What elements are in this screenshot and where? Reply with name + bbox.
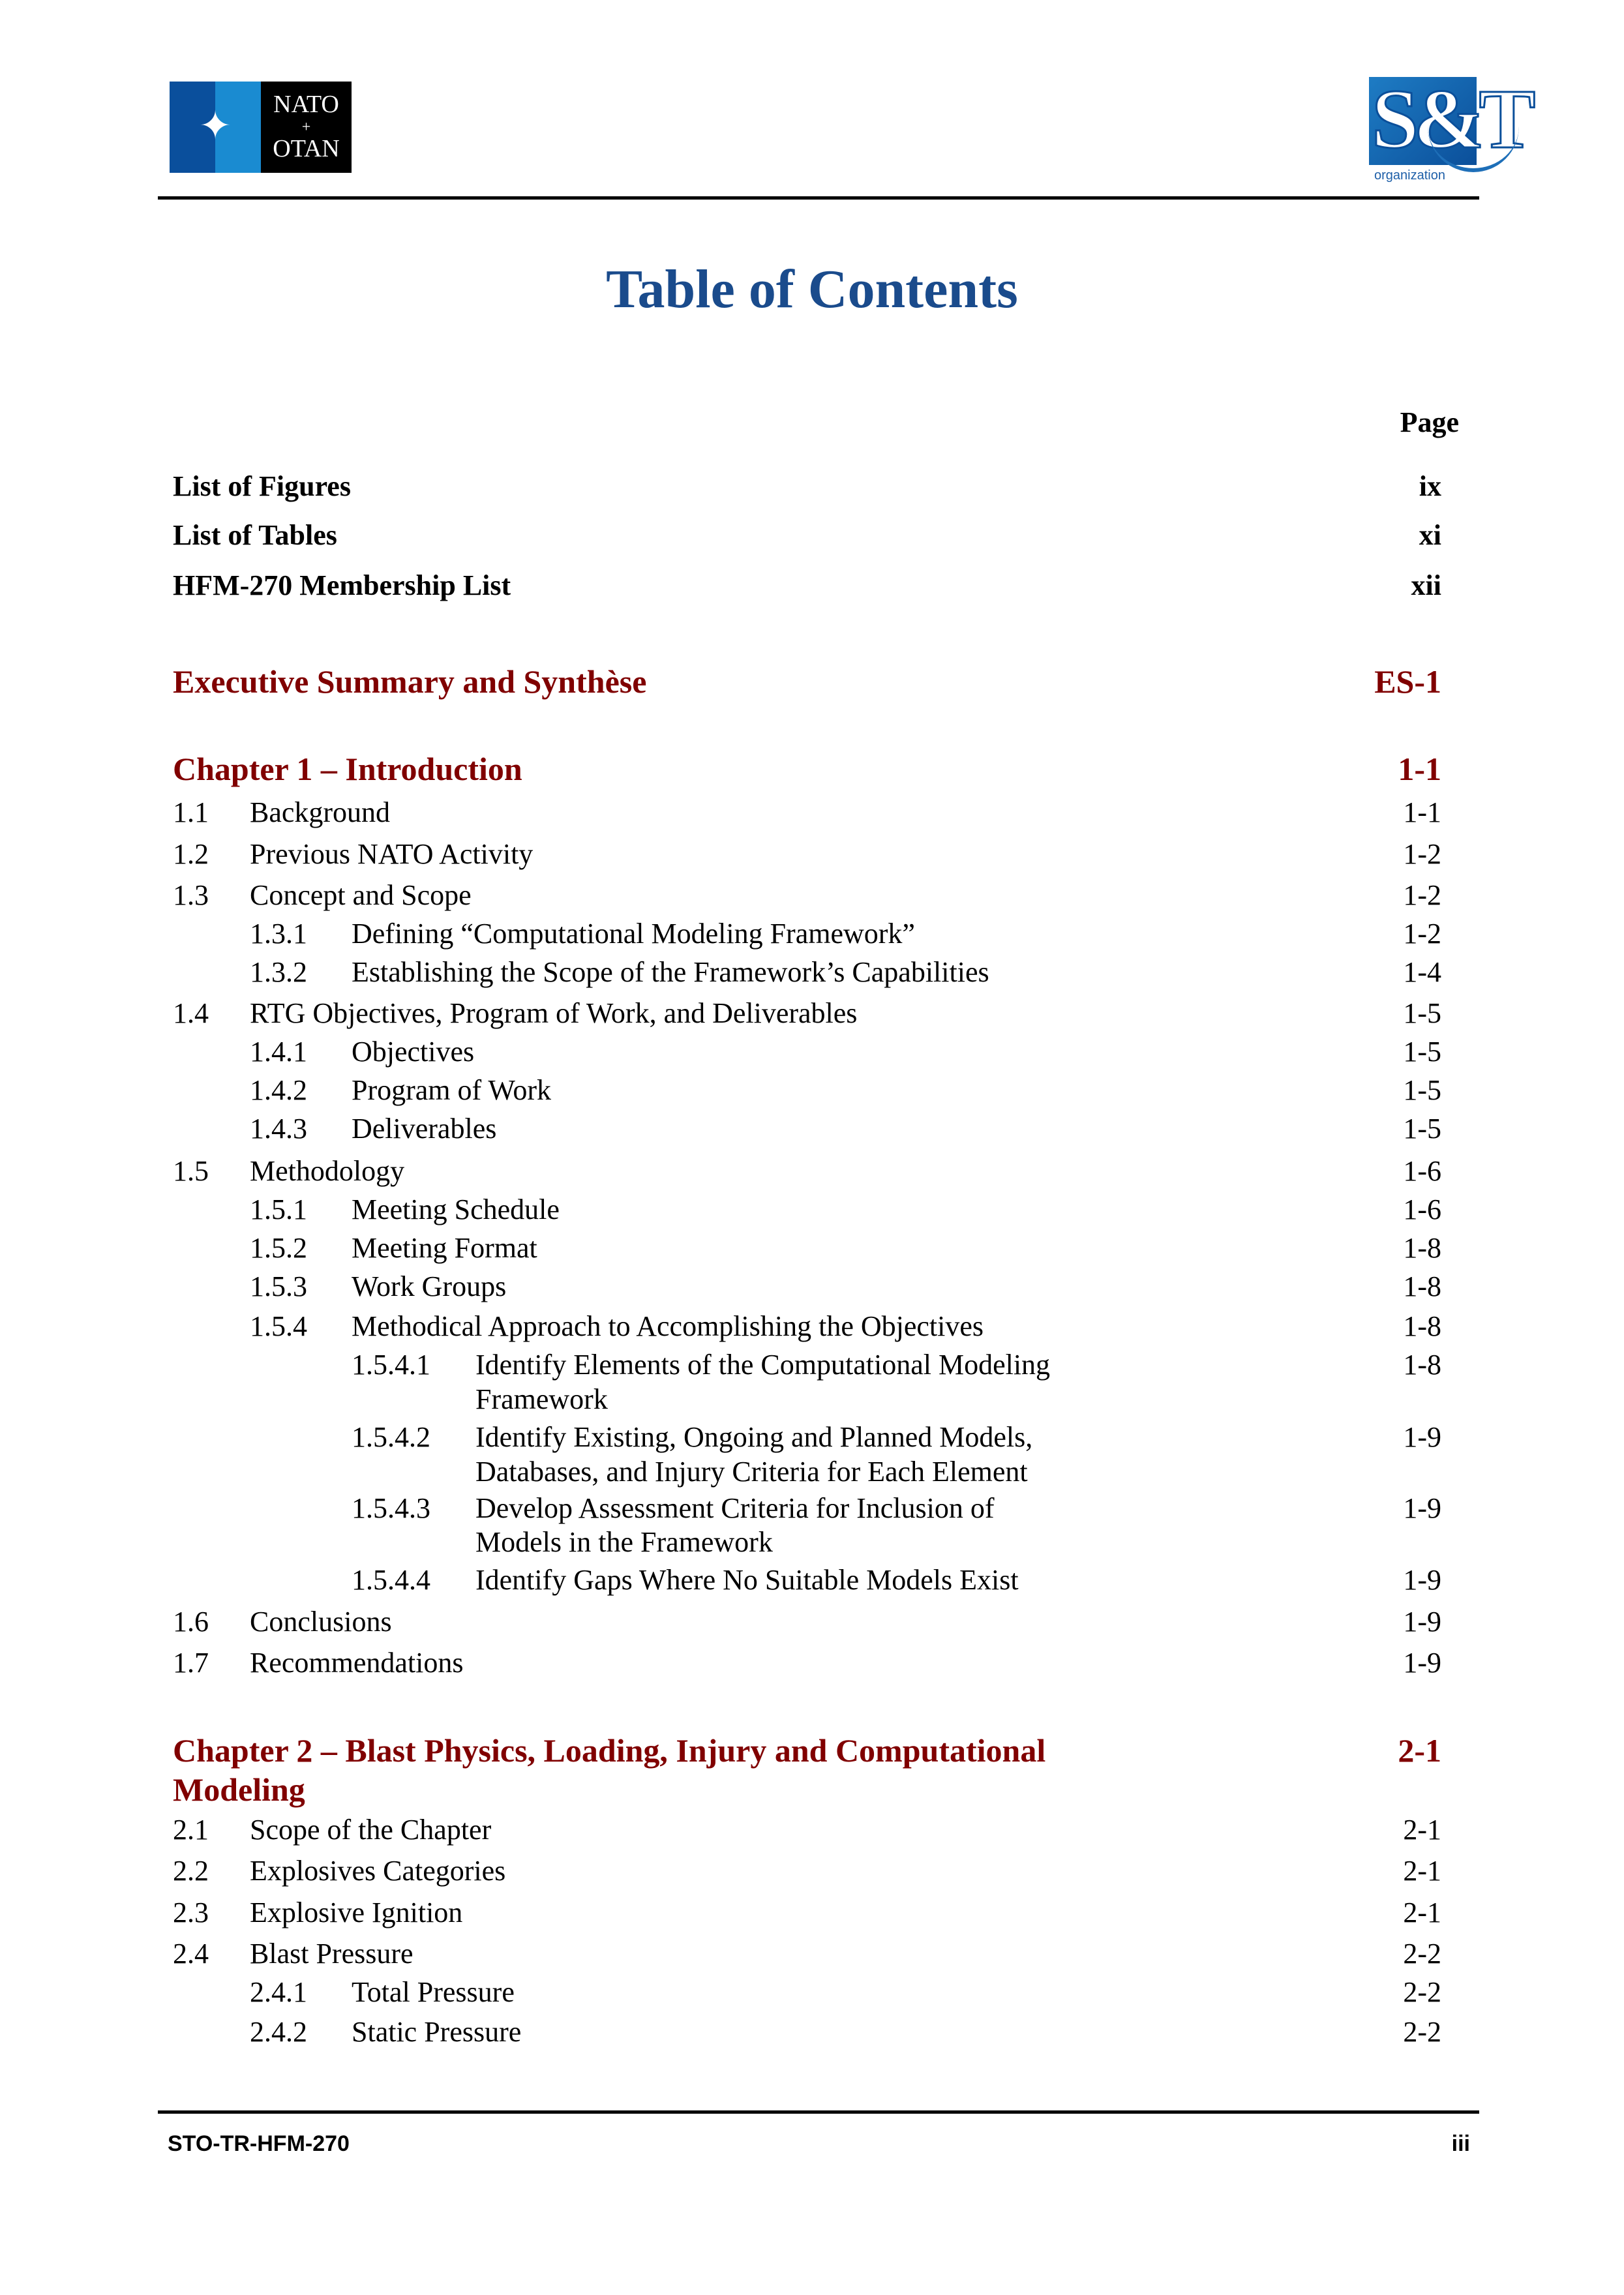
toc-entry-number: 1.3.1 bbox=[250, 917, 307, 950]
toc-entry-page[interactable]: 1-1 bbox=[1403, 796, 1441, 829]
toc-entry-title[interactable]: Static Pressure bbox=[352, 2016, 522, 2048]
footer-document-id: STO-TR-HFM-270 bbox=[168, 2131, 350, 2156]
toc-entry-page[interactable]: 1-9 bbox=[1403, 1564, 1441, 1597]
toc-entry-number: 1.4.3 bbox=[250, 1112, 307, 1145]
toc-entry-title[interactable]: Scope of the Chapter bbox=[250, 1814, 492, 1846]
toc-entry-title[interactable]: Conclusions bbox=[250, 1605, 392, 1638]
toc-entry-page[interactable]: 1-2 bbox=[1403, 917, 1441, 950]
toc-entry-number: 1.4.1 bbox=[250, 1035, 307, 1068]
toc-entry-title[interactable]: Recommendations bbox=[250, 1647, 464, 1679]
toc-entry-page[interactable]: xii bbox=[1411, 569, 1441, 601]
toc-entry-page[interactable]: 1-2 bbox=[1403, 837, 1441, 870]
toc-entry-page[interactable]: 2-1 bbox=[1403, 1896, 1441, 1928]
toc-entry-page[interactable]: 1-9 bbox=[1403, 1492, 1441, 1524]
toc-entry-title[interactable]: Establishing the Scope of the Framework’s Capabilities bbox=[352, 955, 989, 988]
toc-entry-page[interactable]: 1-5 bbox=[1403, 1073, 1441, 1106]
toc-entry-title[interactable]: Develop Assessment Criteria for Inclusion of Models in the Framework bbox=[475, 1492, 995, 1559]
toc-entry-title[interactable]: Program of Work bbox=[352, 1073, 552, 1106]
toc-entry-page[interactable]: 2-1 bbox=[1403, 1855, 1441, 1887]
toc-entry-title[interactable]: HFM-270 Membership List bbox=[173, 569, 511, 601]
st-logo-mark: S&T bbox=[1372, 72, 1531, 166]
toc-entry-page[interactable]: 1-9 bbox=[1403, 1605, 1441, 1638]
toc-entry-number: 1.3.2 bbox=[250, 955, 307, 988]
toc-entry-page[interactable]: 2-2 bbox=[1403, 2016, 1441, 2048]
toc-entry-title[interactable]: Meeting Schedule bbox=[352, 1193, 560, 1226]
toc-entry-title[interactable]: List of Tables bbox=[173, 518, 337, 551]
toc-entry-number: 2.4.1 bbox=[250, 1976, 307, 2009]
st-logo-caption: organization bbox=[1374, 168, 1445, 183]
toc-entry-page[interactable]: 2-1 bbox=[1398, 1732, 1441, 1769]
toc-entry-number: 2.3 bbox=[173, 1896, 209, 1928]
toc-entry-page[interactable]: 2-2 bbox=[1403, 1938, 1441, 1970]
toc-entry-number: 1.5.3 bbox=[250, 1270, 307, 1302]
toc-entry-number: 1.5.4.3 bbox=[352, 1492, 430, 1524]
toc-entry-page[interactable]: 1-9 bbox=[1403, 1647, 1441, 1679]
toc-entry-number: 2.1 bbox=[173, 1814, 209, 1846]
nato-compass-star-icon: ✦ bbox=[198, 104, 232, 147]
page-column-heading: Page bbox=[1400, 406, 1459, 438]
toc-entry-page[interactable]: 1-5 bbox=[1403, 1112, 1441, 1145]
toc-entry-number: 1.5.4.1 bbox=[352, 1348, 430, 1381]
toc-entry-page[interactable]: 1-8 bbox=[1403, 1232, 1441, 1265]
toc-entry-number: 1.3 bbox=[173, 878, 209, 911]
toc-entry-page[interactable]: xi bbox=[1419, 518, 1441, 551]
toc-entry-title[interactable]: Blast Pressure bbox=[250, 1938, 414, 1970]
toc-entry-page[interactable]: 1-1 bbox=[1398, 750, 1441, 787]
toc-entry-title[interactable]: Executive Summary and Synthèse bbox=[173, 663, 647, 700]
toc-entry-number: 1.5.1 bbox=[250, 1193, 307, 1226]
toc-entry-number: 1.6 bbox=[173, 1605, 209, 1638]
toc-entry-number: 1.1 bbox=[173, 796, 209, 829]
toc-entry-title[interactable]: List of Figures bbox=[173, 470, 351, 502]
toc-entry-title[interactable]: Work Groups bbox=[352, 1270, 507, 1302]
toc-entry-number: 1.5.4.4 bbox=[352, 1564, 430, 1597]
toc-entry-title[interactable]: Explosives Categories bbox=[250, 1855, 506, 1887]
toc-entry-title[interactable]: Methodical Approach to Accomplishing the Objectives bbox=[352, 1310, 984, 1343]
toc-entry-page[interactable]: 1-5 bbox=[1403, 997, 1441, 1030]
toc-entry-number: 1.2 bbox=[173, 837, 209, 870]
toc-entry-page[interactable]: 1-2 bbox=[1403, 878, 1441, 911]
toc-entry-page[interactable]: 1-9 bbox=[1403, 1420, 1441, 1453]
sto-organization-logo bbox=[1369, 72, 1531, 185]
toc-entry-number: 1.5.4.2 bbox=[352, 1420, 430, 1453]
toc-entry-page[interactable]: 1-6 bbox=[1403, 1193, 1441, 1226]
toc-entry-number: 1.5.4 bbox=[250, 1310, 307, 1343]
toc-entry-page[interactable]: 1-8 bbox=[1403, 1348, 1441, 1381]
page-title: Table of Contents bbox=[606, 259, 1018, 320]
toc-entry-page[interactable]: ix bbox=[1419, 470, 1441, 502]
nato-otan-logo: ✦ NATO + OTAN bbox=[170, 82, 352, 173]
otan-logo-text: OTAN bbox=[273, 135, 340, 163]
toc-entry-number: 1.4 bbox=[173, 997, 209, 1030]
toc-entry-number: 1.7 bbox=[173, 1647, 209, 1679]
header-rule bbox=[158, 196, 1479, 200]
toc-entry-title[interactable]: RTG Objectives, Program of Work, and Deliverables bbox=[250, 997, 858, 1030]
toc-entry-page[interactable]: 2-2 bbox=[1403, 1976, 1441, 2009]
toc-entry-page[interactable]: 1-5 bbox=[1403, 1035, 1441, 1068]
toc-entry-title[interactable]: Concept and Scope bbox=[250, 878, 472, 911]
toc-entry-title[interactable]: Explosive Ignition bbox=[250, 1896, 463, 1928]
toc-entry-page[interactable]: 1-4 bbox=[1403, 955, 1441, 988]
footer-page-number: iii bbox=[1451, 2131, 1470, 2156]
footer-rule bbox=[158, 2110, 1479, 2114]
toc-entry-title[interactable]: Identify Existing, Ongoing and Planned Models, Databases, and Injury Criteria for Each Element bbox=[475, 1420, 1033, 1488]
toc-entry-page[interactable]: 2-1 bbox=[1403, 1814, 1441, 1846]
toc-entry-title[interactable]: Chapter 2 – Blast Physics, Loading, Injury and Computational Modeling bbox=[173, 1732, 1046, 1808]
toc-entry-page[interactable]: 1-8 bbox=[1403, 1310, 1441, 1343]
toc-entry-title[interactable]: Identify Elements of the Computational Modeling Framework bbox=[475, 1348, 1051, 1415]
toc-entry-title[interactable]: Meeting Format bbox=[352, 1232, 537, 1265]
toc-entry-title[interactable]: Deliverables bbox=[352, 1112, 497, 1145]
toc-entry-number: 1.5 bbox=[173, 1155, 209, 1188]
toc-entry-title[interactable]: Background bbox=[250, 796, 391, 829]
toc-entry-number: 1.4.2 bbox=[250, 1073, 307, 1106]
toc-entry-title[interactable]: Objectives bbox=[352, 1035, 475, 1068]
toc-entry-page[interactable]: ES-1 bbox=[1374, 663, 1441, 700]
toc-entry-number: 2.4.2 bbox=[250, 2016, 307, 2048]
toc-entry-title[interactable]: Defining “Computational Modeling Framework” bbox=[352, 917, 915, 950]
toc-entry-page[interactable]: 1-6 bbox=[1403, 1155, 1441, 1188]
toc-entry-number: 1.5.2 bbox=[250, 1232, 307, 1265]
toc-entry-title[interactable]: Methodology bbox=[250, 1155, 405, 1188]
toc-entry-title[interactable]: Chapter 1 – Introduction bbox=[173, 750, 522, 787]
toc-entry-title[interactable]: Identify Gaps Where No Suitable Models Exist bbox=[475, 1564, 1019, 1597]
toc-entry-page[interactable]: 1-8 bbox=[1403, 1270, 1441, 1302]
nato-logo-text: NATO bbox=[273, 91, 339, 118]
toc-entry-title[interactable]: Total Pressure bbox=[352, 1976, 515, 2009]
toc-entry-number: 2.2 bbox=[173, 1855, 209, 1887]
toc-entry-number: 2.4 bbox=[173, 1938, 209, 1970]
toc-entry-title[interactable]: Previous NATO Activity bbox=[250, 837, 534, 870]
